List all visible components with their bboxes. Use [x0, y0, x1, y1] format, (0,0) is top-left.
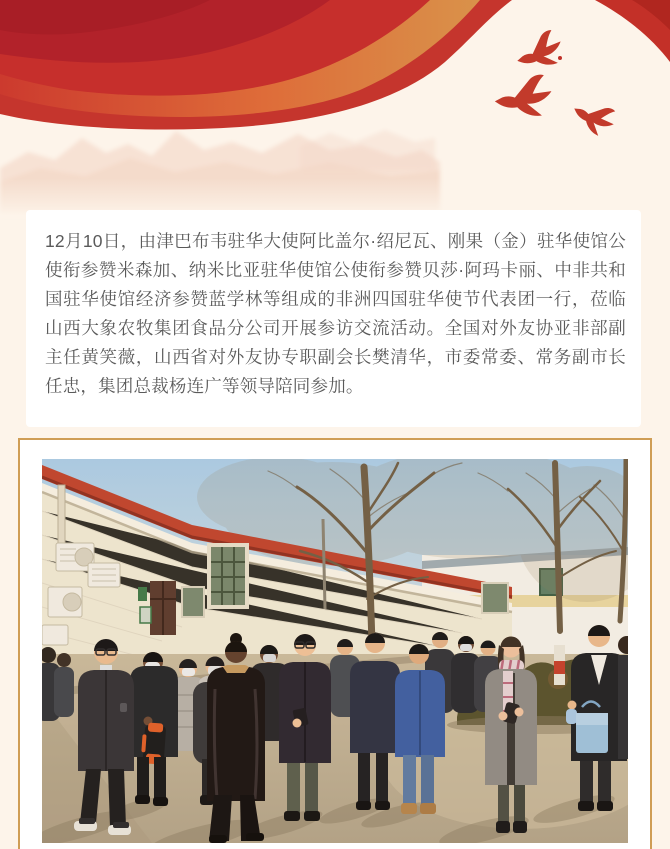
doves — [494, 29, 621, 140]
photo-card — [18, 438, 652, 849]
dove-icon — [514, 29, 564, 69]
header-art — [0, 0, 670, 230]
dove-icon — [570, 90, 621, 139]
group-photo — [42, 459, 628, 843]
corner-ribbon — [558, 0, 670, 62]
red-ribbon — [0, 0, 512, 129]
article-card — [26, 210, 641, 427]
article-paragraph: 12月10日，由津巴布韦驻华大使阿比盖尔·绍尼瓦、刚果（金）驻华使馆公使衔参赞米森加、纳米比亚驻华使馆公使衔参赞贝莎·阿玛卡丽、中非共和国驻华使馆经济参赞蓝学林等组成的非洲四国驻华使节代表团一行，莅临山西大象农牧集团食品分公司开展参访交流活动。全国对外友协亚非部副主任黄笑薇，山西省对外友协专职副会长樊清华，市委常委、常务副市长任忠，集团总裁杨连广等领导陪同参加。 — [45, 231, 626, 396]
dove-icon — [494, 70, 553, 117]
